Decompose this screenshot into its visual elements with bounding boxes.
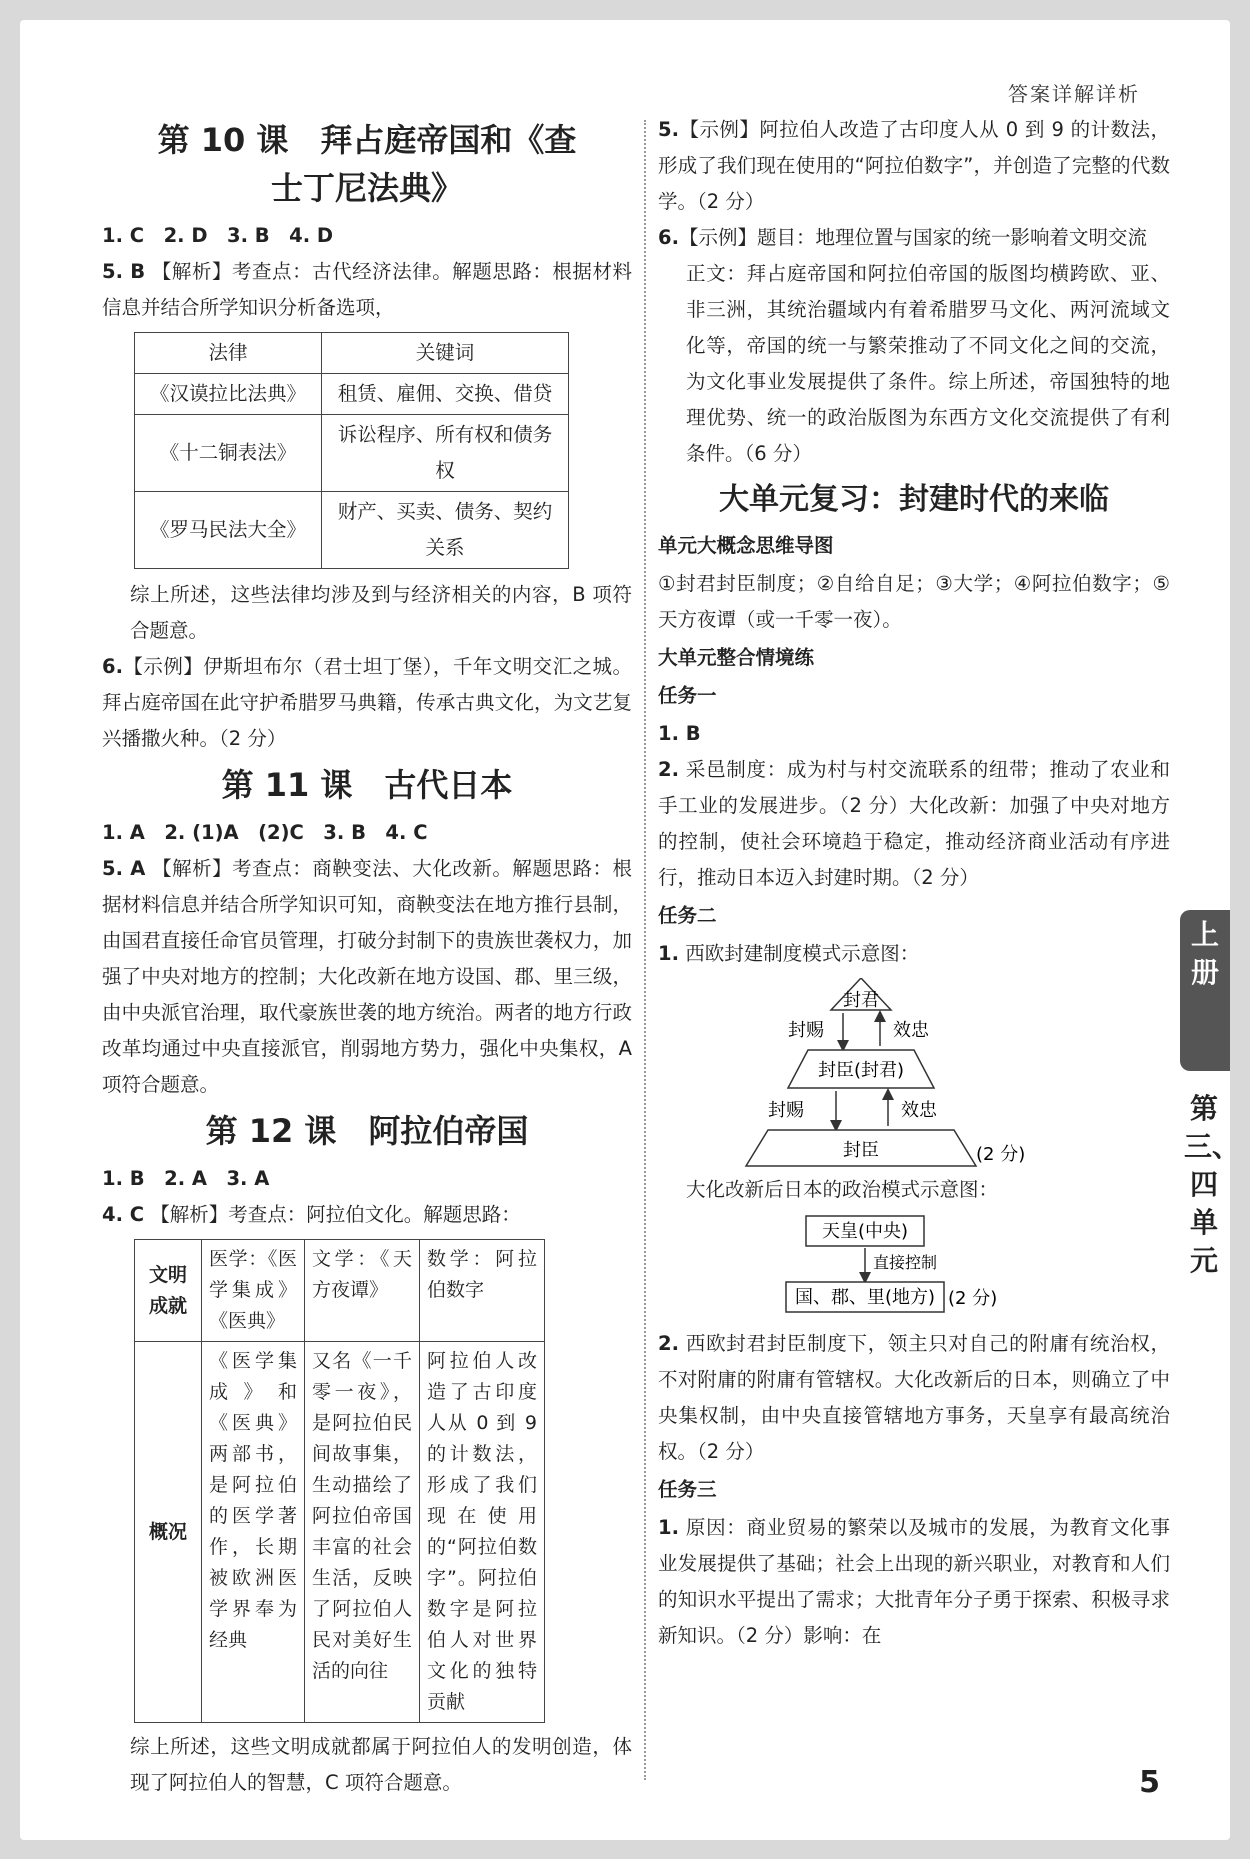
mindmap-text: ①封君封臣制度；②自给自足；③大学；④阿拉伯数字；⑤天方夜谭（或一千零一夜）。 [658,572,1170,631]
task1-q1: 1. B [658,722,701,745]
left-column [102,112,632,1801]
q5-number: 5. B [102,260,146,283]
emperor-label: 天皇(中央) [821,1221,909,1242]
grant-label: 封赐 [788,1020,824,1041]
q2-number: 2. [658,1332,679,1355]
lesson12-q5 [658,112,1170,220]
task1-heading: 任务一 [658,684,717,707]
q2-text: 西欧封君封臣制度下，领主只对自己的附庸有统治权，不对附庸的附庸有管辖权。大化改新后的日本，则确立了中央集权制，由中央直接管辖地方事务，天皇享有最高统治权。（2 分） [658,1332,1170,1463]
loyalty-label: 效忠 [901,1100,937,1121]
q1-number: 1. [658,1516,679,1539]
law-table-header-cell: 关键词 [322,333,569,374]
page-number: 5 [1139,1765,1160,1800]
loyalty-label: 效忠 [893,1020,929,1041]
q5-conclusion: 综上所述，这些法律均涉及到与经济相关的内容，B 项符合题意。 [130,583,632,642]
task3-q1 [658,1510,1170,1654]
lesson11-answers: 1. A 2. (1)A (2)C 3. B 4. C [102,821,428,844]
diagram-middle-label: 封臣(封君) [817,1060,905,1081]
q5-text: 【解析】考查点：商鞅变法、大化改新。解题思路：根据材料信息并结合所学知识可知，商鞅变法在地方推行县制，由国君直接任命官员管理，打破分封制下的贵族世袭权力，加强了中央对地方的控制；大化改新在地方设国、郡、里三级，由中央派官治理，取代豪族世袭的地方统治。两者的地方行政改革均通过中央直接派官，削弱地方势力，强化中央集权，A 项符合题意。 [102,857,632,1096]
feudal-diagram-svg [658,978,1170,1168]
diagram-top-label: 封君 [843,990,879,1011]
lesson12-answers: 1. B 2. A 3. A [102,1167,270,1190]
volume-tab-line2: 册 [1190,956,1219,989]
feudal-diagram [658,978,1170,1168]
row-label: 概况 [135,1342,202,1723]
q5-text: 【解析】考查点：古代经济法律。解题思路：根据材料信息并结合所学知识分析备选项， [102,260,632,319]
lesson10-q6 [102,649,632,757]
volume-tab-line1: 上 [1190,918,1219,951]
local-label: 国、郡、里(地方) [794,1287,936,1308]
right-column [658,112,1170,1654]
arab-culture-table [134,1239,545,1723]
q6-number: 6. [658,226,679,249]
lesson10-answers: 1. C 2. D 3. B 4. D [102,224,334,247]
score-label: (2 分) [948,1288,998,1309]
control-label: 直接控制 [873,1253,938,1272]
diagram2-caption: 大化改新后日本的政治模式示意图： [686,1178,999,1201]
diagram-bottom-label: 封臣 [843,1140,879,1161]
table-row [135,415,569,492]
table-cell: 租赁、雇佣、交换、借贷 [322,374,569,415]
lesson11-title: 第 11 课 古代日本 [221,766,513,804]
lesson10-title-line2: 士丁尼法典》 [270,169,463,207]
row-label: 文明成就 [135,1240,202,1342]
task2-heading: 任务二 [658,904,717,927]
q6-number: 6. [102,655,123,678]
table-cell: 数学：阿拉伯数字 [420,1240,545,1342]
law-table-header-cell: 法律 [135,333,322,374]
q5-text: 【示例】阿拉伯人改造了古印度人从 0 到 9 的计数法，形成了我们现在使用的“阿拉伯数字”，并创造了完整的代数学。（2 分） [658,118,1170,213]
task2-q1 [658,936,1170,972]
lesson10-title [102,116,632,212]
table-cell: 《十二铜表法》 [135,415,322,492]
lesson12-q6 [658,220,1170,256]
unit-label: 第三、四单元 [1184,1092,1241,1277]
q1-text: 原因：商业贸易的繁荣以及城市的发展，为教育文化事业发展提供了基础；社会上出现的新兴职业，对教育和人们的知识水平提出了需求；大批青年分子勇于探索、积极寻求新知识。（2 分）影响：在 [658,1516,1170,1647]
volume-tab [1180,910,1230,1071]
task3-heading: 任务三 [658,1478,717,1501]
q2-text: 采邑制度：成为村与村交流联系的纽带；推动了农业和手工业的发展进步。（2 分）大化改新：加强了中央对地方的控制，使社会环境趋于稳定，推动经济商业活动有序进行，推动日本迈入封建时期。（2 分） [658,758,1170,889]
table-cell: 财产、买卖、债务、契约关系 [322,492,569,569]
score-label: (2 分) [976,1144,1026,1165]
page [20,20,1241,1840]
lesson12-q4 [102,1197,632,1233]
q2-number: 2. [658,758,679,781]
table-cell: 《医学集成》和《医典》两部书，是阿拉伯的医学著作，长期被欧洲医学界奉为经典 [202,1342,305,1723]
japan-diagram-svg [658,1212,1170,1322]
task1-q2 [658,752,1170,896]
table-row [135,1342,545,1723]
table-row [135,492,569,569]
header-title: 答案详解详析 [1008,82,1140,106]
practice-heading: 大单元整合情境练 [658,646,815,669]
unit-review-title: 大单元复习：封建时代的来临 [719,482,1109,517]
table-cell: 阿拉伯人改造了古印度人从 0 到 9 的计数法，形成了我们现在使用的“阿拉伯数字”。阿拉伯数字是阿拉伯人对世界文化的独特贡献 [420,1342,545,1723]
table-row [135,374,569,415]
table-row [135,1240,545,1342]
lesson10-title-line1: 第 10 课 拜占庭帝国和《查 [157,121,577,159]
task2-q2 [658,1326,1170,1470]
lesson12-title: 第 12 课 阿拉伯帝国 [205,1112,529,1150]
table-cell: 文学：《天方夜谭》 [305,1240,420,1342]
mindmap-heading: 单元大概念思维导图 [658,534,834,557]
table-cell: 又名《一千零一夜》，是阿拉伯民间故事集，生动描绘了阿拉伯帝国丰富的社会生活，反映了阿拉伯人民对美好生活的向往 [305,1342,420,1723]
q1-text: 西欧封建制度模式示意图： [685,942,920,965]
q6-text: 【示例】题目：地理位置与国家的统一影响着文明交流 [678,226,1147,249]
q5-number: 5. [658,118,679,141]
table-cell: 《罗马民法大全》 [135,492,322,569]
law-table-header [135,333,569,374]
grant-label: 封赐 [768,1100,804,1121]
q4-number: 4. C [102,1203,145,1226]
q4-conclusion: 综上所述，这些文明成就都属于阿拉伯人的发明创造，体现了阿拉伯人的智慧，C 项符合题意。 [130,1735,632,1794]
law-table [134,332,569,569]
table-cell: 诉讼程序、所有权和债务权 [322,415,569,492]
column-divider [644,120,646,1780]
table-cell: 医学：《医学集成》《医典》 [202,1240,305,1342]
q1-number: 1. [658,942,679,965]
q4-text: 【解析】考查点：阿拉伯文化。解题思路： [150,1203,521,1226]
japan-diagram [658,1212,1170,1322]
lesson11-q5 [102,851,632,1103]
q6-body: 正文：拜占庭帝国和阿拉伯帝国的版图均横跨欧、亚、非三洲，其统治疆域内有着希腊罗马文化、两河流域文化等，帝国的统一与繁荣推动了不同文化之间的交流，为文化事业发展提供了条件。综上所述，帝国独特的地理优势、统一的政治版图为东西方文化交流提供了有利条件。（6 分） [686,262,1170,465]
table-cell: 《汉谟拉比法典》 [135,374,322,415]
lesson10-q5 [102,254,632,326]
q5-number: 5. A [102,857,146,880]
q6-text: 【示例】伊斯坦布尔（君士坦丁堡），千年文明交汇之城。拜占庭帝国在此守护希腊罗马典籍，传承古典文化，为文艺复兴播撒火种。（2 分） [102,655,632,750]
